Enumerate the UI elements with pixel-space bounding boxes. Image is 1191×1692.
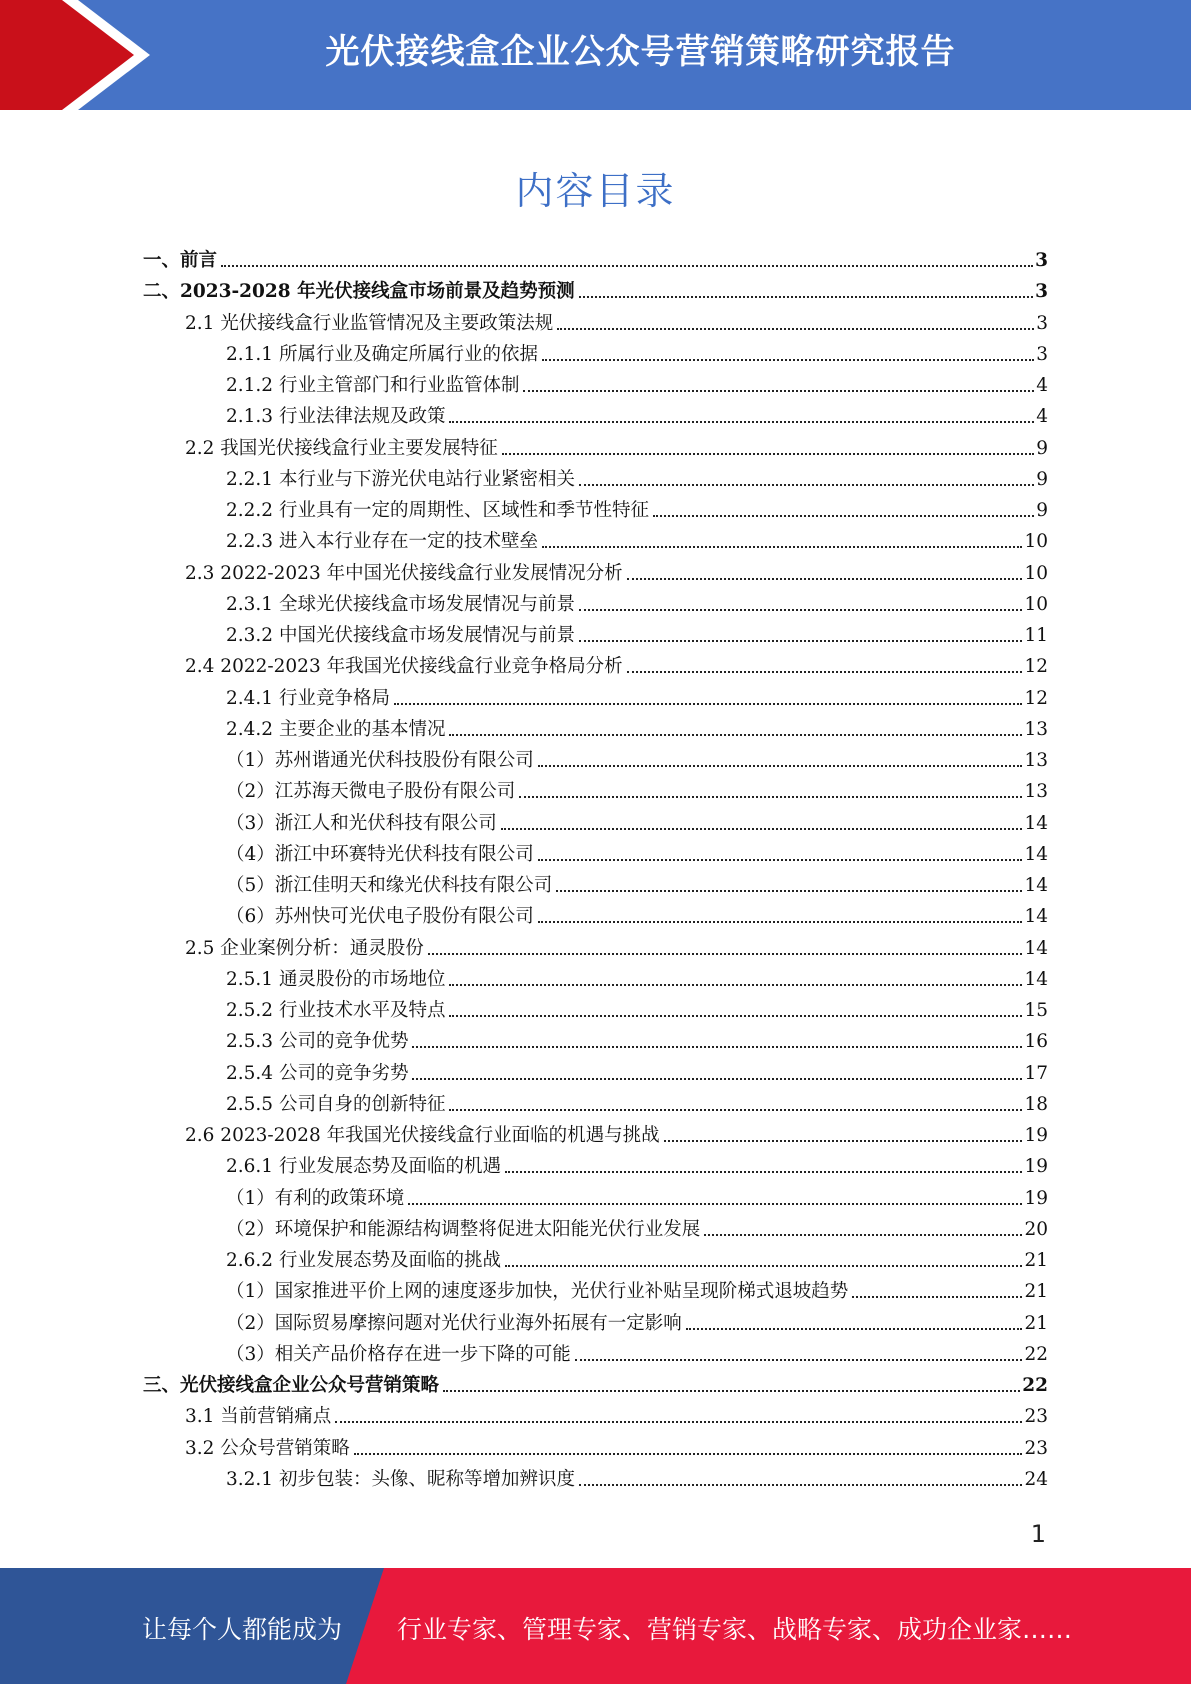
- toc-entry[interactable]: [226, 1461, 1048, 1492]
- toc-entry-page: 13: [1024, 781, 1048, 803]
- toc-entry-text: 2.5 企业案例分析：通灵股份: [185, 937, 424, 959]
- toc-entry-text: 2.1.3 行业法律法规及政策: [226, 406, 446, 428]
- toc-entry[interactable]: [226, 773, 1048, 804]
- toc-entry-page: 18: [1024, 1093, 1048, 1115]
- toc-entry-page: 19: [1024, 1187, 1048, 1209]
- toc-entry[interactable]: [226, 898, 1048, 929]
- toc-dot-leader: [686, 1328, 1023, 1330]
- toc-dot-leader: [579, 609, 1022, 611]
- toc-entry-text: （3）浙江人和光伏科技有限公司: [226, 812, 497, 834]
- toc-entry-text: 2.5.1 通灵股份的市场地位: [226, 968, 446, 990]
- toc-entry-text: （3）相关产品价格存在进一步下降的可能: [226, 1343, 571, 1365]
- toc-entry[interactable]: [226, 461, 1048, 492]
- toc-entry[interactable]: [143, 1367, 1048, 1398]
- toc-entry-text: （1）苏州谐通光伏科技股份有限公司: [226, 750, 534, 771]
- toc-entry-page: 21: [1024, 1312, 1048, 1334]
- toc-dot-leader: [449, 734, 1022, 736]
- toc-entry[interactable]: [185, 430, 1048, 461]
- toc-entry-page: 4: [1036, 375, 1048, 396]
- toc-entry-page: 14: [1024, 968, 1048, 990]
- toc-entry-page: 14: [1024, 937, 1048, 959]
- toc-entry-text: 2.6.2 行业发展态势及面临的挑战: [226, 1250, 501, 1271]
- toc-entry[interactable]: [226, 1242, 1048, 1273]
- toc-dot-leader: [627, 578, 1023, 580]
- toc-entry-page: 3: [1035, 281, 1048, 303]
- toc-entry[interactable]: [226, 1023, 1048, 1054]
- toc-dot-leader: [579, 296, 1034, 298]
- toc-dot-leader: [579, 640, 1022, 642]
- toc-title: 内容目录: [515, 169, 676, 213]
- toc-entry[interactable]: [185, 930, 1048, 961]
- toc-entry-page: 21: [1024, 1250, 1048, 1271]
- toc-entry[interactable]: [226, 711, 1048, 742]
- toc-entry-page: 3: [1036, 343, 1048, 365]
- toc-dot-leader: [449, 1015, 1022, 1017]
- toc-entry[interactable]: [226, 1055, 1048, 1086]
- toc-entry-page: 10: [1024, 562, 1048, 584]
- toc-entry-page: 12: [1024, 656, 1048, 678]
- toc-entry[interactable]: [226, 992, 1048, 1023]
- toc-dot-leader: [449, 984, 1022, 986]
- toc-dot-leader: [519, 796, 1022, 798]
- toc-entry-text: 2.1 光伏接线盒行业监管情况及主要政策法规: [185, 312, 554, 334]
- toc-dot-leader: [852, 1296, 1022, 1298]
- toc-dot-leader: [556, 890, 1022, 892]
- toc-entry[interactable]: [143, 242, 1048, 273]
- toc-entry-text: 二、2023-2028 年光伏接线盒市场前景及趋势预测: [143, 281, 575, 303]
- toc-entry-page: 14: [1024, 812, 1048, 834]
- toc-dot-leader: [538, 765, 1023, 767]
- toc-entry[interactable]: [185, 1430, 1048, 1461]
- toc-dot-leader: [221, 265, 1033, 267]
- toc-entry-text: 2.3 2022-2023 年中国光伏接线盒行业发展情况分析: [185, 562, 623, 584]
- toc-entry-page: 3: [1035, 250, 1048, 271]
- toc-dot-leader: [579, 1484, 1022, 1486]
- toc-entry-text: 2.6 2023-2028 年我国光伏接线盒行业面临的机遇与挑战: [185, 1125, 660, 1146]
- toc-entry-page: 9: [1036, 437, 1048, 459]
- toc-dot-leader: [449, 1109, 1022, 1111]
- toc-entry[interactable]: [226, 492, 1048, 523]
- toc-entry-text: 2.1.1 所属行业及确定所属行业的依据: [226, 343, 538, 365]
- toc-entry-page: 14: [1024, 843, 1048, 865]
- header-band: [0, 0, 1191, 110]
- toc-dot-leader: [542, 546, 1022, 548]
- toc-entry-text: 2.2.2 行业具有一定的周期性、区域性和季节性特征: [226, 500, 649, 521]
- toc-entry-text: 2.4.2 主要企业的基本情况: [226, 718, 446, 740]
- toc-entry[interactable]: [226, 586, 1048, 617]
- toc-entry[interactable]: [185, 305, 1048, 336]
- toc-entry[interactable]: [185, 555, 1048, 586]
- toc-dot-leader: [542, 359, 1034, 361]
- toc-dot-leader: [664, 1140, 1023, 1142]
- toc-entry-page: 23: [1024, 1437, 1048, 1459]
- toc-entry[interactable]: [226, 961, 1048, 992]
- toc-entry-page: 9: [1036, 500, 1048, 521]
- toc-entry[interactable]: [226, 336, 1048, 367]
- toc-dot-leader: [394, 703, 1022, 705]
- toc-dot-leader: [505, 1265, 1022, 1267]
- toc-dot-leader: [538, 921, 1023, 923]
- toc-entry[interactable]: [226, 1336, 1048, 1367]
- toc-entry-page: 11: [1024, 625, 1048, 646]
- toc-entry-page: 22: [1024, 1343, 1048, 1365]
- toc-entry-text: 一、前言: [143, 250, 218, 271]
- toc-entry-text: 3.2 公众号营销策略: [185, 1437, 350, 1459]
- toc-entry-text: 2.4.1 行业竞争格局: [226, 687, 390, 709]
- toc-entry[interactable]: [226, 617, 1048, 648]
- toc-entry-page: 19: [1024, 1125, 1048, 1146]
- arrow-decoration-icon: [0, 0, 160, 110]
- toc-entry-page: 19: [1024, 1156, 1048, 1178]
- toc-entry-page: 10: [1024, 531, 1048, 553]
- toc-entry-text: （5）浙江佳明天和缘光伏科技有限公司: [226, 875, 553, 896]
- toc-entry-page: 14: [1024, 875, 1048, 896]
- toc-entry[interactable]: [226, 1211, 1048, 1242]
- toc-dot-leader: [354, 1453, 1023, 1455]
- toc-entry[interactable]: [185, 1117, 1048, 1148]
- toc-entry-page: 10: [1024, 593, 1048, 615]
- toc-entry-text: 2.3.2 中国光伏接线盒市场发展情况与前景: [226, 625, 575, 646]
- toc-entry-page: 21: [1024, 1281, 1048, 1303]
- toc-dot-leader: [443, 1390, 1020, 1392]
- toc-entry-text: （2）江苏海天微电子股份有限公司: [226, 781, 516, 803]
- toc-entry[interactable]: [226, 1305, 1048, 1336]
- toc-entry-page: 23: [1024, 1406, 1048, 1428]
- toc-entry[interactable]: [185, 1398, 1048, 1429]
- toc-entry-page: 13: [1024, 718, 1048, 740]
- toc-entry-text: 三、光伏接线盒企业公众号营销策略: [143, 1375, 440, 1396]
- toc-entry-text: 2.4 2022-2023 年我国光伏接线盒行业竞争格局分析: [185, 656, 623, 678]
- toc-entry-page: 15: [1024, 1000, 1048, 1021]
- toc-entry-page: 13: [1024, 750, 1048, 771]
- footer-slogan-right: 行业专家、管理专家、营销专家、战略专家、成功企业家……: [397, 1615, 1073, 1644]
- toc-dot-leader: [502, 453, 1034, 455]
- toc-entry[interactable]: [226, 1086, 1048, 1117]
- toc-entry-text: （1）有利的政策环境: [226, 1187, 405, 1209]
- toc-entry[interactable]: [226, 1148, 1048, 1179]
- toc-dot-leader: [501, 828, 1023, 830]
- toc-entry[interactable]: [226, 867, 1048, 898]
- toc-entry-page: 16: [1024, 1031, 1048, 1053]
- toc-dot-leader: [408, 1203, 1022, 1205]
- toc-entry[interactable]: [226, 398, 1048, 429]
- toc-entry-text: 2.2.3 进入本行业存在一定的技术壁垒: [226, 531, 538, 553]
- toc-entry-text: 2.2 我国光伏接线盒行业主要发展特征: [185, 437, 498, 459]
- toc-entry-text: 2.5.5 公司自身的创新特征: [226, 1093, 446, 1115]
- toc-entry-page: 17: [1024, 1062, 1048, 1084]
- toc-entry-text: 2.5.4 公司的竞争劣势: [226, 1062, 409, 1084]
- toc-dot-leader: [704, 1234, 1022, 1236]
- toc-dot-leader: [627, 671, 1023, 673]
- toc-entry-text: 3.2.1 初步包装：头像、昵称等增加辨识度: [226, 1468, 575, 1490]
- toc-entry-text: （6）苏州快可光伏电子股份有限公司: [226, 906, 534, 928]
- toc-entry[interactable]: [226, 680, 1048, 711]
- toc-entry[interactable]: [226, 1273, 1048, 1304]
- toc-dot-leader: [538, 859, 1023, 861]
- toc-entry[interactable]: [226, 836, 1048, 867]
- toc-entry-text: 2.1.2 行业主管部门和行业监管体制: [226, 375, 520, 396]
- toc-entry-text: 2.5.3 公司的竞争优势: [226, 1031, 409, 1053]
- toc-entry-text: （2）环境保护和能源结构调整将促进太阳能光伏行业发展: [226, 1218, 701, 1240]
- toc-entry[interactable]: [226, 1180, 1048, 1211]
- toc-dot-leader: [428, 953, 1023, 955]
- toc-entry-page: 4: [1036, 406, 1048, 428]
- page-number: 1: [1030, 1520, 1046, 1548]
- toc-entry[interactable]: [226, 367, 1048, 398]
- toc-dot-leader: [575, 1359, 1023, 1361]
- toc-entry-text: 2.3.1 全球光伏接线盒市场发展情况与前景: [226, 593, 575, 615]
- toc-entry-page: 9: [1036, 468, 1048, 490]
- toc-entry-page: 22: [1022, 1375, 1048, 1396]
- arrow-red-chevron: [0, 0, 134, 110]
- footer-band: [0, 1568, 1191, 1684]
- toc-dot-leader: [557, 328, 1034, 330]
- toc-entry-text: 2.6.1 行业发展态势及面临的机遇: [226, 1156, 501, 1178]
- toc-entry[interactable]: [143, 273, 1048, 304]
- toc-entry[interactable]: [226, 742, 1048, 773]
- toc-entry-text: （4）浙江中环赛特光伏科技有限公司: [226, 843, 534, 865]
- footer-slogan-left: 让每个人都能成为: [142, 1615, 343, 1644]
- toc-entry-text: 3.1 当前营销痛点: [185, 1406, 332, 1428]
- toc-dot-leader: [505, 1171, 1022, 1173]
- toc-entry-page: 24: [1024, 1468, 1048, 1490]
- toc-dot-leader: [653, 515, 1034, 517]
- toc-entry-text: 2.2.1 本行业与下游光伏电站行业紧密相关: [226, 468, 575, 490]
- toc-entry-page: 20: [1024, 1218, 1048, 1240]
- toc-entry-page: 3: [1036, 312, 1048, 334]
- toc-entry-text: （2）国际贸易摩擦问题对光伏行业海外拓展有一定影响: [226, 1312, 682, 1334]
- toc-entry-page: 12: [1024, 687, 1048, 709]
- toc-entry-text: 2.5.2 行业技术水平及特点: [226, 1000, 446, 1021]
- toc-dot-leader: [412, 1078, 1022, 1080]
- toc-dot-leader: [412, 1046, 1022, 1048]
- toc-dot-leader: [579, 484, 1034, 486]
- toc-entry[interactable]: [226, 523, 1048, 554]
- toc-dot-leader: [449, 421, 1034, 423]
- toc-entry[interactable]: [226, 805, 1048, 836]
- toc-entry-text: （1）国家推进平价上网的速度逐步加快，光伏行业补贴呈现阶梯式退坡趋势: [226, 1281, 849, 1303]
- toc-entry[interactable]: [185, 648, 1048, 679]
- toc-dot-leader: [523, 390, 1034, 392]
- toc-dot-leader: [335, 1421, 1022, 1423]
- report-title: 光伏接线盒企业公众号营销策略研究报告: [325, 32, 956, 72]
- toc-entry-page: 14: [1024, 906, 1048, 928]
